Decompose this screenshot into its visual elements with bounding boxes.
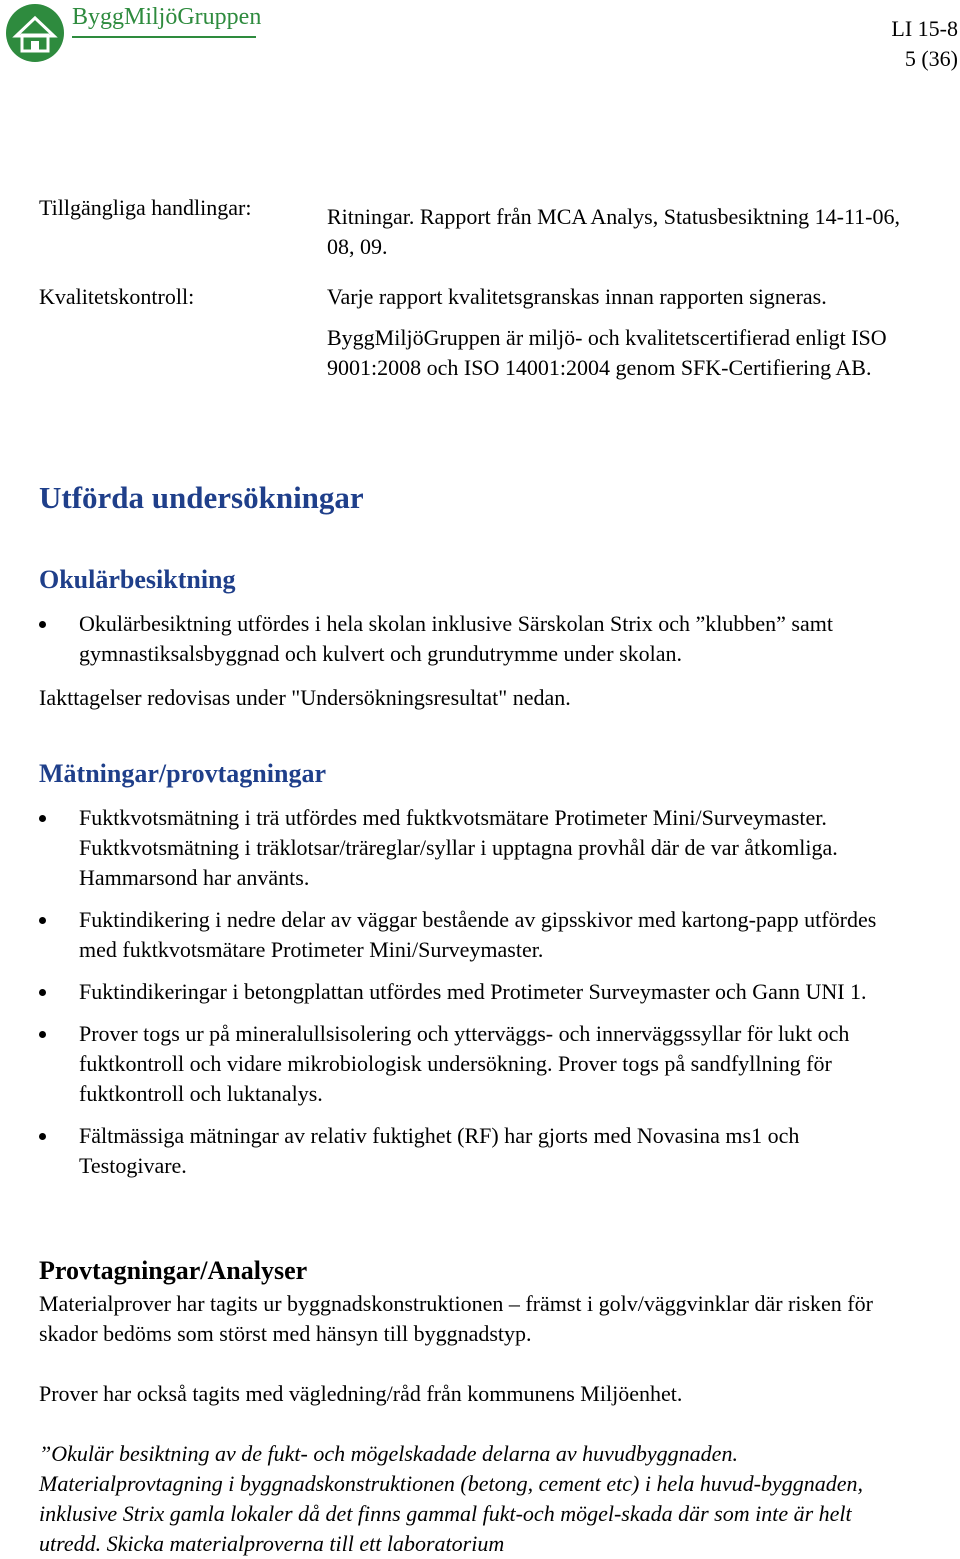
list-item-text: Fuktindikering i nedre delar av väggar bestående av gipsskivor med kartong-papp utfördes med fuktkvotsmätare Protimeter Mini/Surveymaster. (79, 907, 877, 962)
list-item-text: Fältmässiga mätningar av relativ fuktighet (RF) har gjorts med Novasina ms1 och Testogivare. (79, 1123, 800, 1178)
provtagningar-paragraph-2: Prover har också tagits med vägledning/råd från kommunens Miljöenhet. (39, 1381, 683, 1406)
page-number: 5 (36) (904, 46, 958, 71)
provtagningar-heading: Provtagningar/Analyser (39, 1256, 308, 1285)
list-item-text: Prover togs ur på mineralullsisolering och ytterväggs- och innerväggssyllar för lukt och fuktkontroll och vidare mikrobiologisk undersökning. Prover togs på sandfyllning för fuktkontroll och luktanalys. (79, 1021, 850, 1106)
okular-list (39, 609, 919, 669)
quality-control-label: Kvalitetskontroll: (39, 284, 195, 309)
bullet-icon (39, 917, 46, 924)
list-item (39, 1019, 899, 1109)
available-documents-value: Ritningar. Rapport från MCA Analys, Statusbesiktning 14-11-06, 08, 09. (327, 204, 900, 259)
list-item (39, 803, 899, 893)
list-item-text: Okulärbesiktning utfördes i hela skolan inklusive Särskolan Strix och ”klubben” samt gymnastiksalsbyggnad och kulvert och grundutrymme under skolan. (79, 611, 833, 666)
quality-control-value-1: Varje rapport kvalitetsgranskas innan rapporten signeras. (327, 284, 827, 309)
okular-heading: Okulärbesiktning (39, 565, 236, 594)
bullet-icon (39, 1031, 46, 1038)
quality-control-value-2: ByggMiljöGruppen är miljö- och kvalitetscertifierad enligt ISO 9001:2008 och ISO 14001:2004 genom SFK-Certifiering AB. (327, 325, 887, 380)
section-title: Utförda undersökningar (39, 480, 364, 515)
list-item (39, 905, 899, 965)
bullet-icon (39, 815, 46, 822)
available-documents-label: Tillgängliga handlingar: (39, 195, 252, 220)
provtagningar-paragraph-1: Materialprover har tagits ur byggnadskonstruktionen – främst i golv/väggvinklar där risken för skador bedöms som störst med hänsyn till byggnadstyp. (39, 1291, 873, 1346)
list-item (39, 609, 919, 669)
bullet-icon (39, 621, 46, 628)
bullet-icon (39, 989, 46, 996)
matningar-heading: Mätningar/provtagningar (39, 759, 326, 788)
document-code: LI 15-8 (891, 16, 958, 41)
logo-text: ByggMiljöGruppen (72, 4, 262, 30)
bullet-icon (39, 1133, 46, 1140)
list-item (39, 977, 899, 1007)
list-item-text: Fuktindikeringar i betongplattan utfördes med Protimeter Surveymaster och Gann UNI 1. (79, 979, 867, 1004)
matningar-list (39, 803, 899, 1181)
logo-underline (72, 36, 256, 38)
document-identifier (758, 14, 960, 74)
provtagningar-quote: ”Okulär besiktning av de fukt- och mögelskadade delarna av huvudbyggnaden. Materialprovtagning i byggnadskonstruktionen (betong, cement etc) i hela huvud-byggnaden, inklusive Strix gamla lokaler då det finns gammal fukt-och mögel-skada där som inte är helt utredd. Skicka materialproverna till ett laboratorium (39, 1441, 863, 1556)
list-item-text: Fuktkvotsmätning i trä utfördes med fuktkvotsmätare Protimeter Mini/Surveymaster. Fuktkvotsmätning i träklotsar/träreglar/syllar i upptagna provhål där de var åtkomliga. Hammarsond har använts. (79, 805, 838, 890)
list-item (39, 1121, 899, 1181)
okular-note: Iakttagelser redovisas under "Undersökningsresultat" nedan. (39, 685, 571, 710)
house-logo-icon (4, 2, 70, 64)
